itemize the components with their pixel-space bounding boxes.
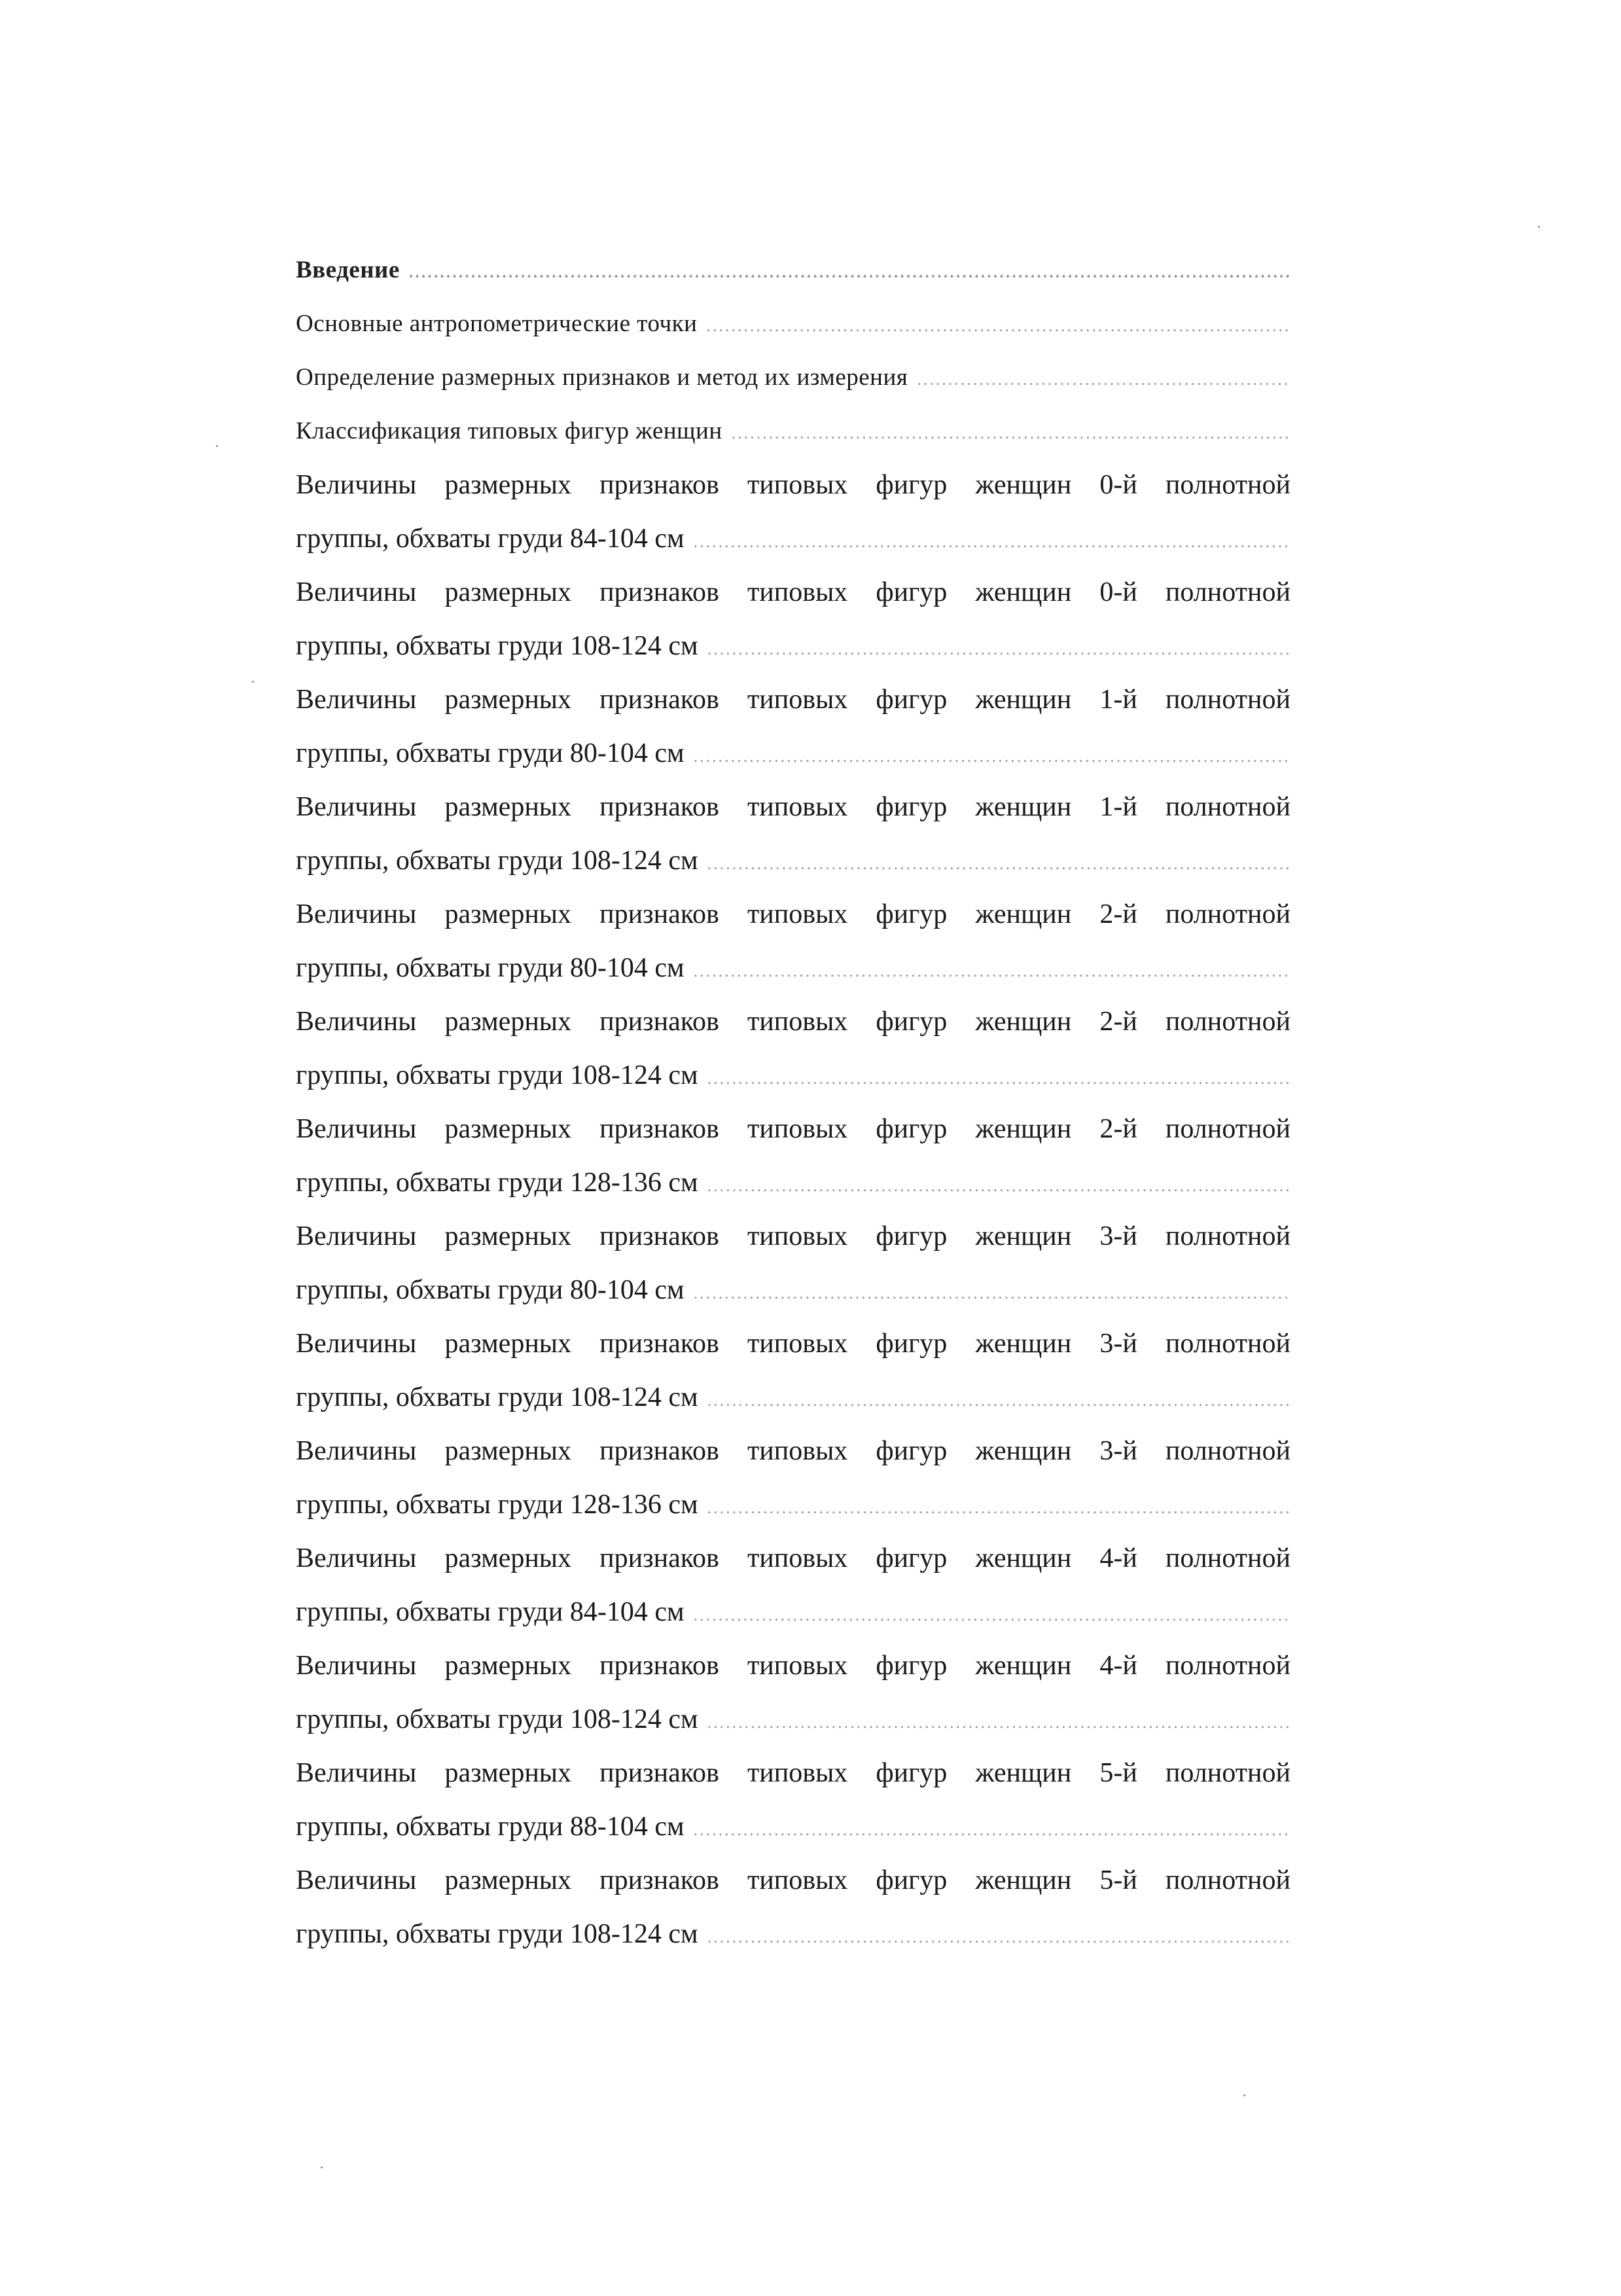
toc-entry-subtitle: группы, обхваты груди 80-104 см [296, 953, 685, 983]
toc-line-2 [296, 1478, 1291, 1532]
toc-entry-subtitle: группы, обхваты груди 108-124 см [296, 1060, 698, 1090]
toc-entry-group3-108-124[interactable] [296, 1317, 1291, 1424]
toc-line-2 [296, 726, 1291, 780]
toc-line-2 [296, 1693, 1291, 1746]
toc-line-1: Величины размерных признаков типовых фигур женщин 0-й полнотной [296, 577, 1291, 607]
scan-speck [216, 445, 218, 447]
toc-line-2 [296, 512, 1291, 565]
toc-entry-subtitle: группы, обхваты груди 108-124 см [296, 631, 698, 661]
scan-speck [321, 2166, 323, 2168]
toc-entry-subtitle: группы, обхваты груди 128-136 см [296, 1490, 698, 1520]
dot-leader [707, 1052, 1291, 1102]
dot-leader [694, 1266, 1291, 1317]
dot-leader [707, 1696, 1291, 1746]
toc-entry-group5-88-104[interactable] [296, 1746, 1291, 1854]
toc-line-2 [296, 1585, 1291, 1639]
toc-line-1: Величины размерных признаков типовых фигур женщин 3-й полнотной [296, 1221, 1291, 1251]
toc-line [296, 351, 1291, 404]
toc-entry-group3-128-136[interactable] [296, 1424, 1291, 1532]
toc-entry-group1-80-104[interactable] [296, 673, 1291, 780]
scan-speck [1538, 226, 1540, 228]
toc-entry-title: Классификация типовых фигур женщин [296, 418, 722, 444]
toc-line-1: Величины размерных признаков типовых фигур женщин 0-й полнотной [296, 470, 1291, 500]
toc-line [296, 297, 1291, 351]
dot-leader [694, 1803, 1291, 1854]
dot-leader [694, 1588, 1291, 1639]
scan-speck [252, 681, 254, 683]
toc-entry-introduction[interactable] [296, 243, 1291, 297]
toc-line-1: Величины размерных признаков типовых фигур женщин 2-й полнотной [296, 1114, 1291, 1144]
toc-line-2 [296, 834, 1291, 888]
dot-leader [917, 353, 1291, 404]
toc-entry-title: Основные антропометрические точки [296, 310, 698, 337]
dot-leader [732, 406, 1291, 458]
toc-entry-subtitle: группы, обхваты груди 128-136 см [296, 1168, 698, 1198]
dot-leader [694, 730, 1291, 780]
toc-line-1: Величины размерных признаков типовых фигур женщин 4-й полнотной [296, 1543, 1291, 1573]
toc-line-1: Величины размерных признаков типовых фигур женщин 5-й полнотной [296, 1865, 1291, 1895]
table-of-contents [296, 243, 1291, 1961]
toc-line [296, 243, 1291, 297]
toc-entry-anthropometric-points[interactable] [296, 297, 1291, 351]
toc-entry-group1-108-124[interactable] [296, 780, 1291, 888]
dot-leader [706, 299, 1291, 351]
toc-entry-subtitle: группы, обхваты груди 108-124 см [296, 846, 698, 876]
toc-entry-group0-108-124[interactable] [296, 565, 1291, 673]
toc-entry-group3-80-104[interactable] [296, 1210, 1291, 1317]
toc-entry-title: Введение [296, 257, 400, 283]
toc-entry-subtitle: группы, обхваты груди 108-124 см [296, 1919, 698, 1949]
scan-speck [1243, 2094, 1245, 2096]
dot-leader [409, 245, 1291, 297]
toc-entry-group2-128-136[interactable] [296, 1102, 1291, 1210]
toc-entry-group2-80-104[interactable] [296, 888, 1291, 995]
toc-line-2 [296, 619, 1291, 673]
toc-entry-subtitle: группы, обхваты груди 80-104 см [296, 1275, 685, 1305]
toc-entry-title: Определение размерных признаков и метод их измерения [296, 364, 908, 391]
dot-leader [707, 1159, 1291, 1210]
toc-entry-group4-108-124[interactable] [296, 1639, 1291, 1746]
toc-entry-subtitle: группы, обхваты груди 84-104 см [296, 1597, 685, 1627]
toc-entry-subtitle: группы, обхваты груди 84-104 см [296, 524, 685, 554]
dot-leader [694, 944, 1291, 995]
toc-line-1: Величины размерных признаков типовых фигур женщин 1-й полнотной [296, 685, 1291, 715]
toc-line-1: Величины размерных признаков типовых фигур женщин 4-й полнотной [296, 1651, 1291, 1681]
toc-line-2 [296, 1156, 1291, 1210]
toc-line-1: Величины размерных признаков типовых фигур женщин 3-й полнотной [296, 1329, 1291, 1359]
toc-line-1: Величины размерных признаков типовых фигур женщин 2-й полнотной [296, 1007, 1291, 1037]
toc-entry-subtitle: группы, обхваты груди 108-124 см [296, 1382, 698, 1412]
dot-leader [694, 515, 1291, 565]
dot-leader [707, 1374, 1291, 1424]
toc-line-1: Величины размерных признаков типовых фигур женщин 1-й полнотной [296, 792, 1291, 822]
toc-line-2 [296, 1907, 1291, 1961]
toc-line-2 [296, 941, 1291, 995]
dot-leader [707, 1910, 1291, 1961]
toc-entry-measurement-method[interactable] [296, 351, 1291, 404]
dot-leader [707, 837, 1291, 888]
toc-entry-subtitle: группы, обхваты груди 88-104 см [296, 1812, 685, 1842]
toc-line-2 [296, 1263, 1291, 1317]
toc-line-1: Величины размерных признаков типовых фигур женщин 5-й полнотной [296, 1758, 1291, 1788]
toc-line [296, 404, 1291, 458]
dot-leader [707, 1481, 1291, 1532]
toc-entry-group2-108-124[interactable] [296, 995, 1291, 1102]
toc-line-2 [296, 1800, 1291, 1854]
toc-entry-subtitle: группы, обхваты груди 108-124 см [296, 1704, 698, 1734]
toc-entry-group5-108-124[interactable] [296, 1854, 1291, 1961]
toc-entry-group4-84-104[interactable] [296, 1532, 1291, 1639]
toc-line-2 [296, 1371, 1291, 1424]
toc-line-2 [296, 1049, 1291, 1102]
toc-entry-group0-84-104[interactable] [296, 458, 1291, 565]
toc-line-1: Величины размерных признаков типовых фигур женщин 3-й полнотной [296, 1436, 1291, 1466]
dot-leader [707, 622, 1291, 673]
toc-line-1: Величины размерных признаков типовых фигур женщин 2-й полнотной [296, 899, 1291, 929]
toc-entry-classification[interactable] [296, 404, 1291, 458]
toc-entry-subtitle: группы, обхваты груди 80-104 см [296, 738, 685, 768]
